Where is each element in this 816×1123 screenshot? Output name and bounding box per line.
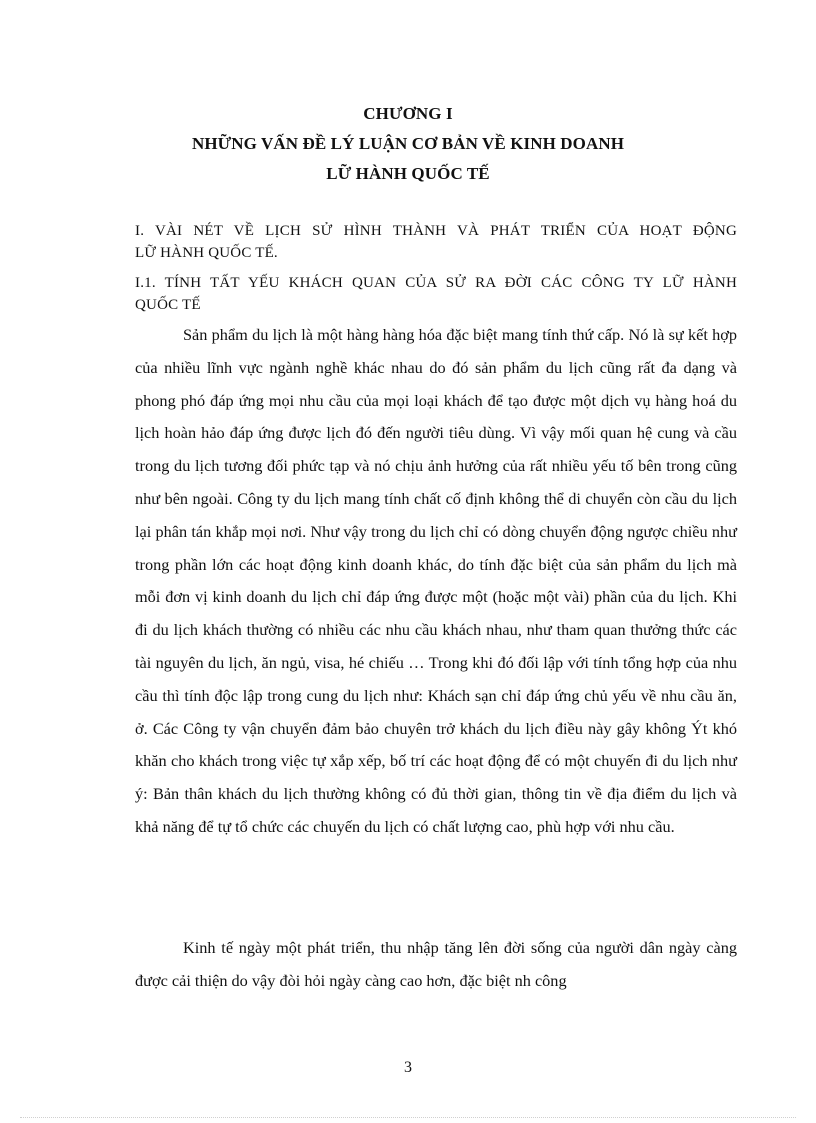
chapter-title-line2: LỮ HÀNH QUỐC TẾ (326, 164, 490, 183)
chapter-number: CHƯƠNG I (363, 104, 453, 123)
section-heading-1-1-line2: QUỐC TẾ (135, 297, 201, 313)
body-paragraph-2: Kinh tế ngày một phát triển, thu nhập tăng lên đời sống của người dân ngày càng được cải thiện do vậy đòi hỏi ngày càng cao hơn, đặc biệt nh công (135, 938, 737, 990)
page-number: 3 (404, 1059, 412, 1076)
section-heading-1-1-line1: I.1. TÍNH TẤT YẾU KHÁCH QUAN CỦA SỬ RA ĐỜI CÁC CÔNG TY LỮ HÀNH (135, 275, 737, 291)
chapter-title-line1: NHỮNG VẤN ĐỀ LÝ LUẬN CƠ BẢN VỀ KINH DOANH (191, 134, 625, 153)
section-heading-1 (135, 220, 737, 264)
section-heading-1-1 (135, 272, 737, 316)
body-paragraph-1: Sản phẩm du lịch là một hàng hàng hóa đặc biệt mang tính thứ cấp. Nó là sự kết hợp của nhiều lĩnh vực ngành nghề khác nhau do đó sản phẩm du lịch cũng rất đa dạng và phong phó đáp ứng mọi nhu cầu của mọi loại khách để tạo được một dịch vụ hàng hoá du lịch hoàn hảo đáp ứng được lịch đó đến người tiêu dùng. Vì vậy mối quan hệ cung và cầu trong du lịch tương đối phức tạp và nó chịu ảnh hưởng của rất nhiều yếu tố bên trong cũng như bên ngoài. Công ty du lịch mang tính chất cố định không thể di chuyển còn cầu du lịch lại phân tán khắp mọi nơi. Như vậy trong du lịch chỉ có dòng chuyển động ngược chiều như trong phần lớn các hoạt động kinh doanh khác, do tính đặc biệt của sản phẩm du lịch mà mỗi đơn vị kinh doanh du lịch chỉ đáp ứng được một (hoặc một vài) phần của du lịch. Khi đi du lịch khách thường có nhiều các nhu cầu khách nhau, như tham quan thưởng thức các tài nguyên du lịch, ăn ngủ, visa, hé chiếu … Trong khi đó đối lập với tính tổng hợp của nhu cầu thì tính độc lập trong cung du lịch như: Khách sạn chỉ đáp ứng chủ yếu về nhu cầu ăn, ở. Các Công ty vận chuyển đảm bảo chuyên trở khách du lịch điều này gây không Ýt khó khăn cho khách trong việc tự xắp xếp, bố trí các hoạt động để có một chuyến đi du lịch như ý: Bản thân khách du lịch thường không có đủ thời gian, thông tin về địa điểm du lịch và khả năng để tự tổ chức các chuyến du lịch có chất lượng cao, phù hợp với nhu cầu. (135, 325, 737, 836)
page-bottom-divider (20, 1117, 796, 1118)
section-heading-1-line2: LỮ HÀNH QUỐC TẾ. (135, 245, 278, 261)
section-heading-1-line1: I. VÀI NÉT VỀ LỊCH SỬ HÌNH THÀNH VÀ PHÁT TRIỂN CỦA HOẠT ĐỘNG (135, 223, 737, 239)
